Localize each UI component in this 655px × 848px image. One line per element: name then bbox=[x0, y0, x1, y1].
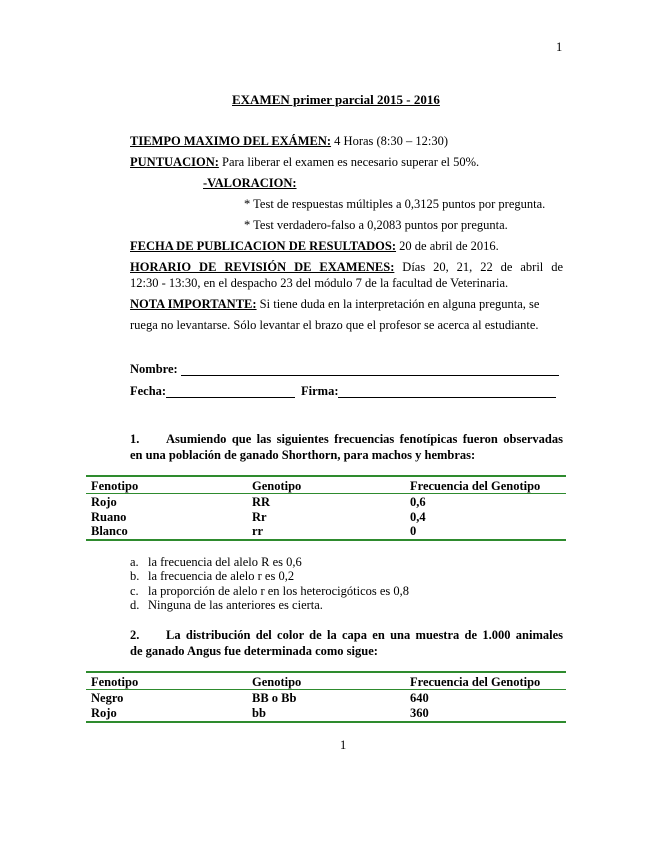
table-2-cell: Rojo bbox=[91, 706, 117, 720]
valoracion-item: * Test de respuestas múltiples a 0,3125 puntos por pregunta. bbox=[244, 197, 546, 211]
question-2-text-line1: La distribución del color de la capa en una muestra de 1.000 animales bbox=[166, 628, 563, 642]
table-1-header-rule bbox=[86, 493, 566, 494]
fecha-field[interactable] bbox=[166, 397, 295, 398]
table-1-cell: 0,4 bbox=[410, 510, 426, 524]
option-text: Ninguna de las anteriores es cierta. bbox=[148, 598, 323, 612]
fecha-publicacion bbox=[130, 239, 499, 254]
table-1-header: Frecuencia del Genotipo bbox=[410, 479, 541, 493]
table-2-header: Fenotipo bbox=[91, 675, 139, 689]
table-2-top-rule bbox=[86, 671, 566, 673]
table-2-bottom-rule bbox=[86, 721, 566, 723]
table-1-cell: RR bbox=[252, 495, 271, 509]
option-text: la frecuencia del alelo R es 0,6 bbox=[148, 555, 302, 569]
table-2-cell: BB o Bb bbox=[252, 691, 297, 705]
question-1-number: 1. bbox=[130, 432, 140, 446]
option-text: la frecuencia de alelo r es 0,2 bbox=[148, 569, 295, 583]
question-2-number: 2. bbox=[130, 628, 140, 642]
fecha-publicacion-label: FECHA DE PUBLICACION DE RESULTADOS: bbox=[130, 239, 397, 253]
nombre-label: Nombre: bbox=[130, 362, 178, 376]
horario-line1 bbox=[130, 260, 563, 275]
horario-value: Días 20, 21, 22 de abril de bbox=[394, 260, 563, 274]
table-2-header: Frecuencia del Genotipo bbox=[410, 675, 541, 689]
exam-title: EXAMEN primer parcial 2015 - 2016 bbox=[232, 92, 440, 107]
nota-label: NOTA IMPORTANTE: bbox=[130, 297, 257, 311]
table-1-bottom-rule bbox=[86, 539, 566, 541]
option-letter: a. bbox=[130, 555, 139, 569]
question-2-text-line2: de ganado Angus fue determinada como sigue: bbox=[130, 644, 378, 658]
puntuacion bbox=[130, 155, 479, 170]
table-2-header: Genotipo bbox=[252, 675, 302, 689]
table-2-cell: 640 bbox=[410, 691, 429, 705]
table-1-cell: Blanco bbox=[91, 524, 128, 538]
option-letter: d. bbox=[130, 598, 140, 612]
firma-field[interactable] bbox=[338, 397, 556, 398]
option-c bbox=[130, 584, 410, 599]
option-a bbox=[130, 555, 302, 570]
table-1-cell: 0 bbox=[410, 524, 417, 538]
valoracion-item: * Test verdadero-falso a 0,2083 puntos por pregunta. bbox=[244, 218, 508, 232]
fecha-label: Fecha: bbox=[130, 384, 167, 398]
horario-line2: 12:30 - 13:30, en el despacho 23 del módulo 7 de la facultad de Veterinaria. bbox=[130, 276, 509, 290]
table-1-cell: Rojo bbox=[91, 495, 117, 509]
page-number-bottom: 1 bbox=[340, 738, 347, 752]
table-1-top-rule bbox=[86, 475, 566, 477]
table-2-cell: bb bbox=[252, 706, 266, 720]
option-d bbox=[130, 598, 323, 613]
table-1-header: Fenotipo bbox=[91, 479, 139, 493]
table-1-header: Genotipo bbox=[252, 479, 302, 493]
nota-value: Si tiene duda en la interpretación en alguna pregunta, se bbox=[256, 297, 540, 311]
option-letter: c. bbox=[130, 584, 139, 598]
option-letter: b. bbox=[130, 569, 140, 583]
question-1-text-line2: en una población de ganado Shorthorn, para machos y hembras: bbox=[130, 448, 476, 462]
tiempo-label: TIEMPO MAXIMO DEL EXÁMEN: bbox=[130, 134, 332, 148]
tiempo-maximo bbox=[130, 134, 448, 149]
table-2-cell: Negro bbox=[91, 691, 124, 705]
nota-line2: ruega no levantarse. Sólo levantar el brazo que el profesor se acerca al estudiante. bbox=[130, 318, 539, 332]
option-text: la proporción de alelo r en los heterocigóticos es 0,8 bbox=[148, 584, 410, 598]
nombre-field[interactable] bbox=[181, 375, 559, 376]
table-1-cell: Ruano bbox=[91, 510, 127, 524]
puntuacion-value: Para liberar el examen es necesario superar el 50%. bbox=[218, 155, 480, 169]
table-1-cell: 0,6 bbox=[410, 495, 426, 509]
nota-importante bbox=[130, 297, 539, 312]
valoracion-label: -VALORACION: bbox=[203, 176, 297, 190]
question-1-text-line1: Asumiendo que las siguientes frecuencias fenotípicas fueron observadas bbox=[166, 432, 563, 446]
page-number-top: 1 bbox=[556, 40, 563, 54]
tiempo-value: 4 Horas (8:30 – 12:30) bbox=[331, 134, 449, 148]
table-2-cell: 360 bbox=[410, 706, 429, 720]
firma-label: Firma: bbox=[301, 384, 339, 398]
fecha-publicacion-value: 20 de abril de 2016. bbox=[396, 239, 499, 253]
option-b bbox=[130, 569, 295, 584]
table-2-header-rule bbox=[86, 689, 566, 690]
table-1-cell: Rr bbox=[252, 510, 267, 524]
puntuacion-label: PUNTUACION: bbox=[130, 155, 219, 169]
horario-label: HORARIO DE REVISIÓN DE EXAMENES: bbox=[130, 260, 395, 274]
table-1-cell: rr bbox=[252, 524, 264, 538]
